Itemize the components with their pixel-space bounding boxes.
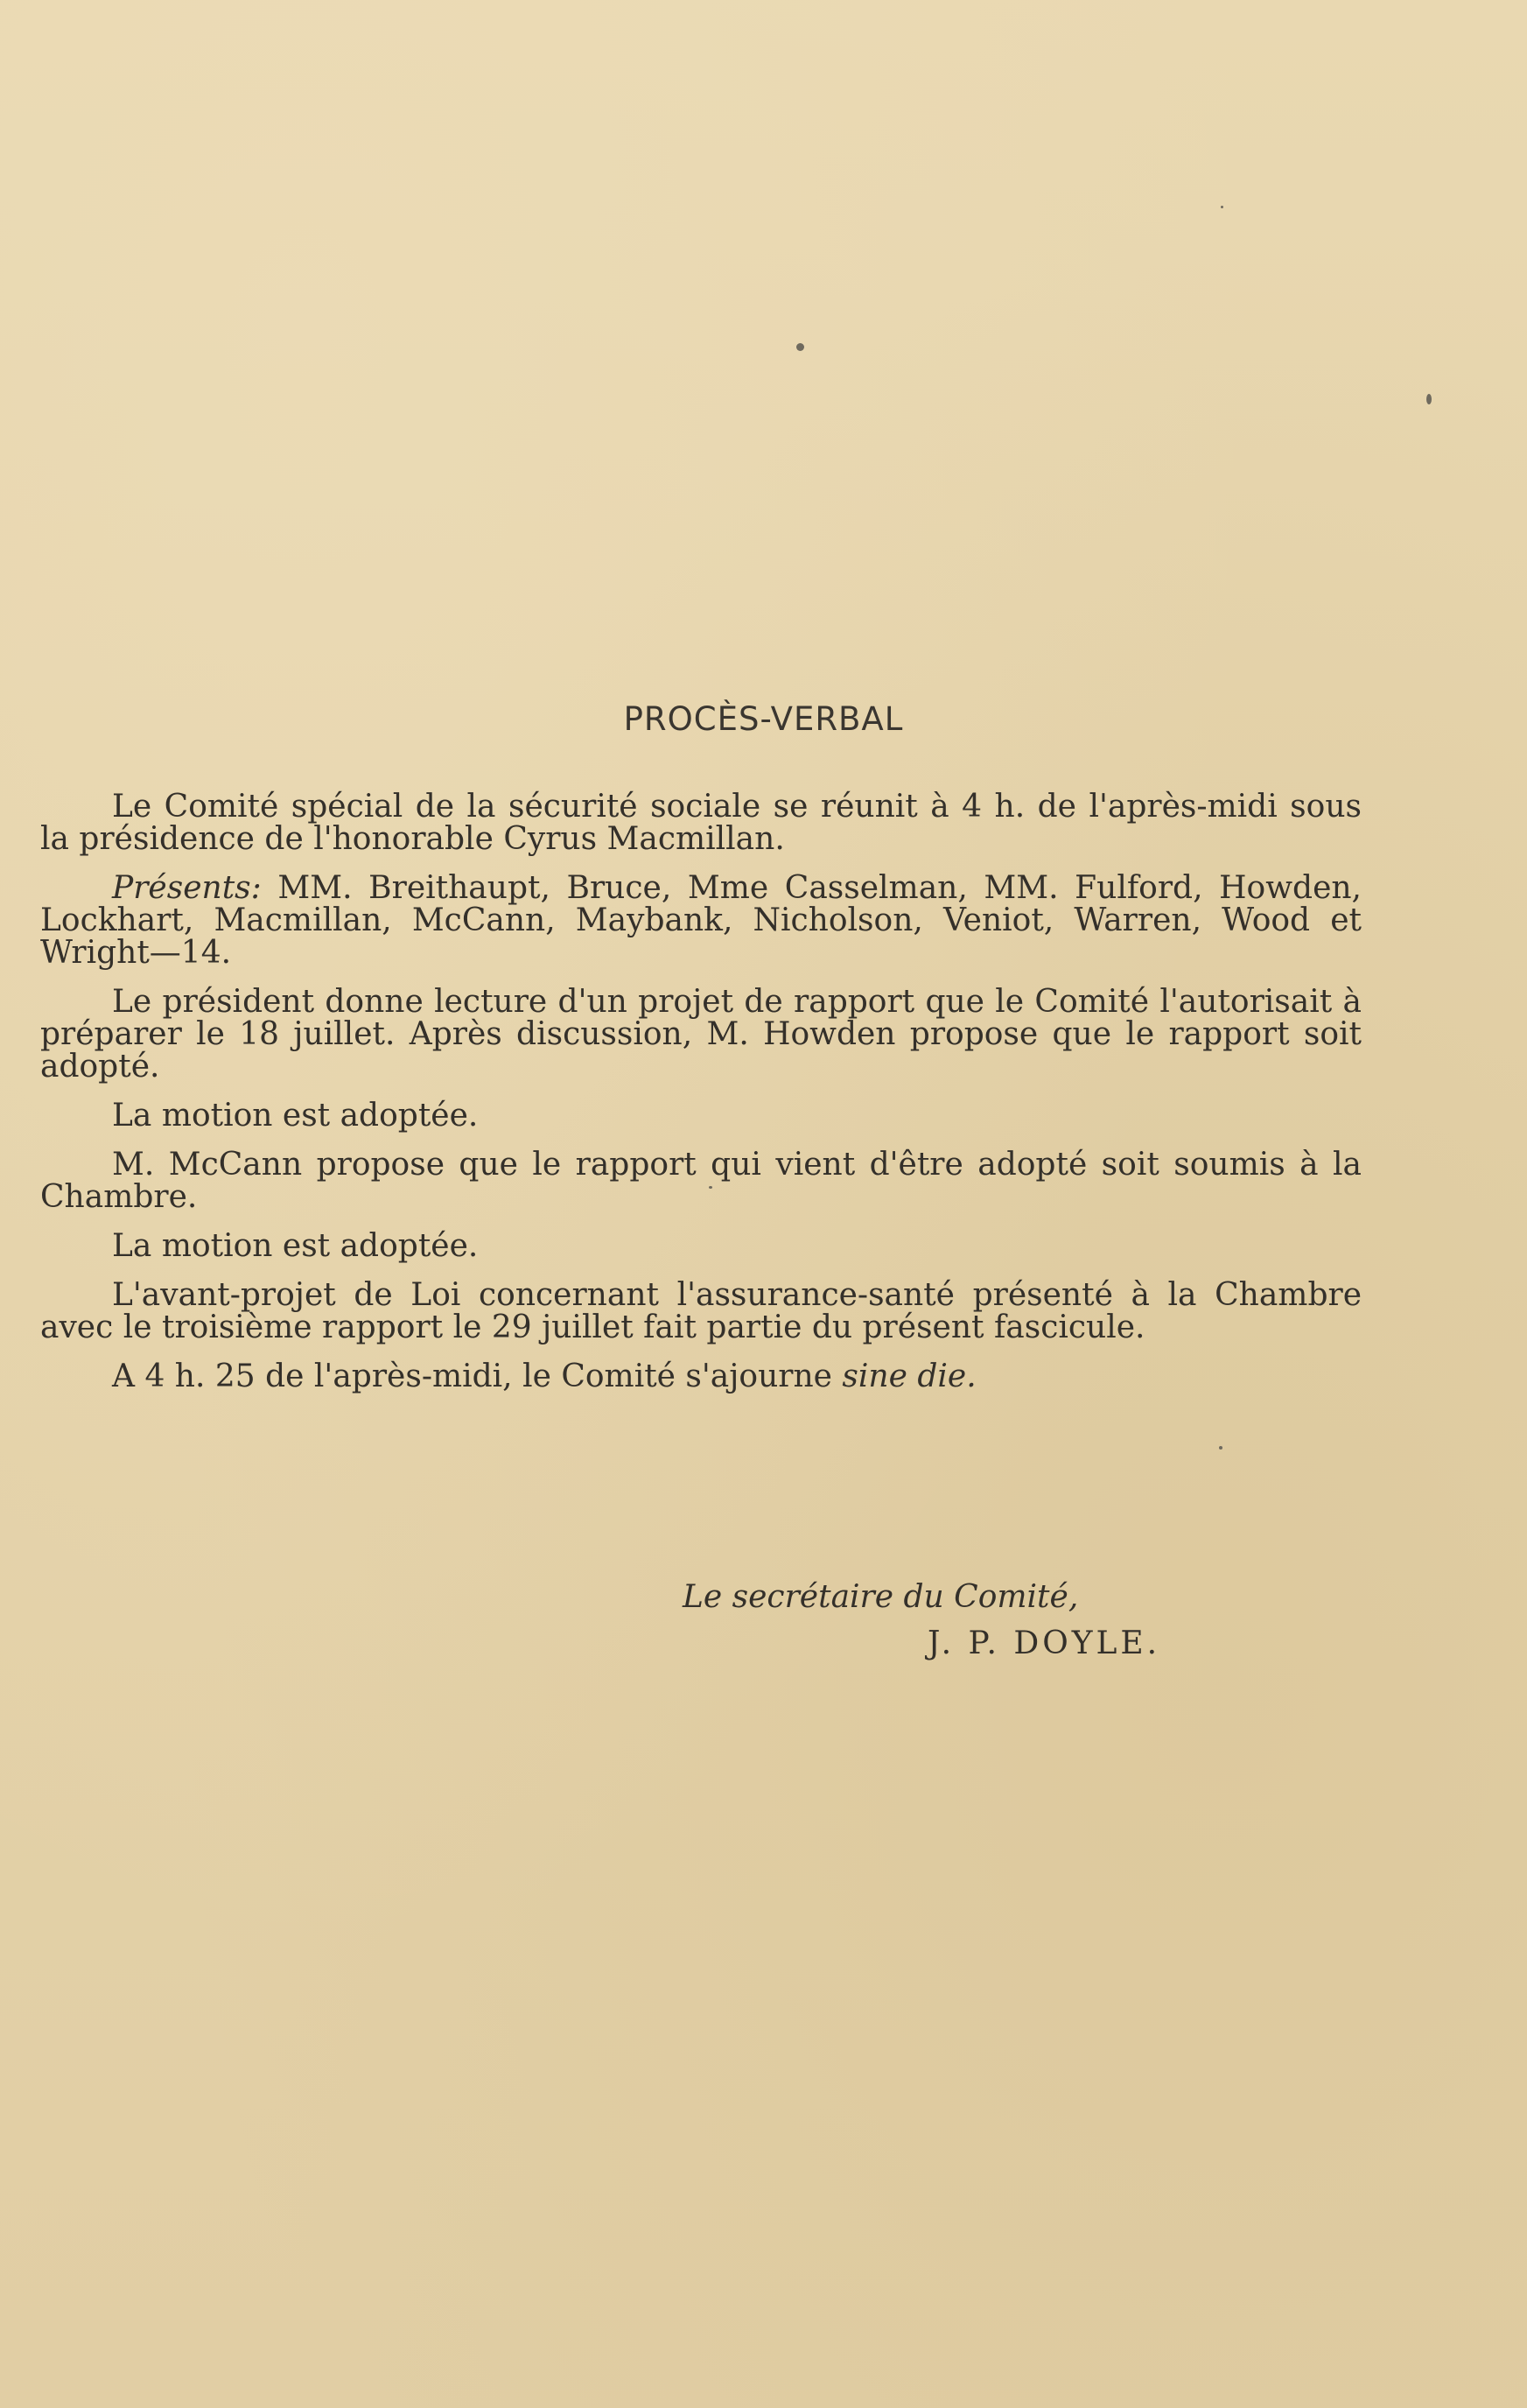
secretary-name: J. P. DOYLE. <box>928 1625 1161 1661</box>
paragraph-motion-adopted-2: La motion est adoptée. <box>112 1228 479 1264</box>
paragraph-attendance <box>40 872 1362 969</box>
paragraph-adjournment <box>40 1360 1362 1393</box>
page-title: PROCÈS-VERBAL <box>623 700 904 738</box>
paragraph-opening: Le Comité spécial de la sécurité sociale se réunit à 4 h. de l'après-midi sous la présidence de l'honorable Cyrus Macmillan. <box>40 789 1362 857</box>
paper-speck <box>1221 206 1223 208</box>
secretary-title: Le secrétaire du Comité, <box>683 1579 1079 1615</box>
paper-speck <box>1426 394 1432 404</box>
paragraph-motion-adopted-1: La motion est adoptée. <box>112 1098 479 1134</box>
document-body <box>40 790 1362 1409</box>
paragraph-report-reading: Le président donne lecture d'un projet de rapport que le Comité l'autorisait à préparer le 18 juillet. Après discussion, M. Howden propose que le rapport soit adopté. <box>40 984 1362 1085</box>
paragraph-mccann-motion: M. McCann propose que le rapport qui vient d'être adopté soit soumis à la Chambre. <box>40 1147 1362 1215</box>
attendance-list: MM. Breithaupt, Bruce, Mme Casselman, MM. Fulford, Howden, Lockhart, Macmillan, McCann, Maybank, Nicholson, Veniot, Warren, Wood et Wright—14. <box>40 870 1362 971</box>
adjournment-text: A 4 h. 25 de l'après-midi, le Comité s'ajourne <box>112 1358 843 1394</box>
paper-speck <box>796 343 804 351</box>
attendance-label: Présents: <box>112 870 262 906</box>
paper-speck <box>1219 1446 1222 1450</box>
paragraph-bill-note: L'avant-projet de Loi concernant l'assurance-santé présenté à la Chambre avec le troisième rapport le 29 juillet fait partie du présent fascicule. <box>40 1277 1362 1345</box>
adjournment-latin: sine die. <box>842 1358 977 1394</box>
